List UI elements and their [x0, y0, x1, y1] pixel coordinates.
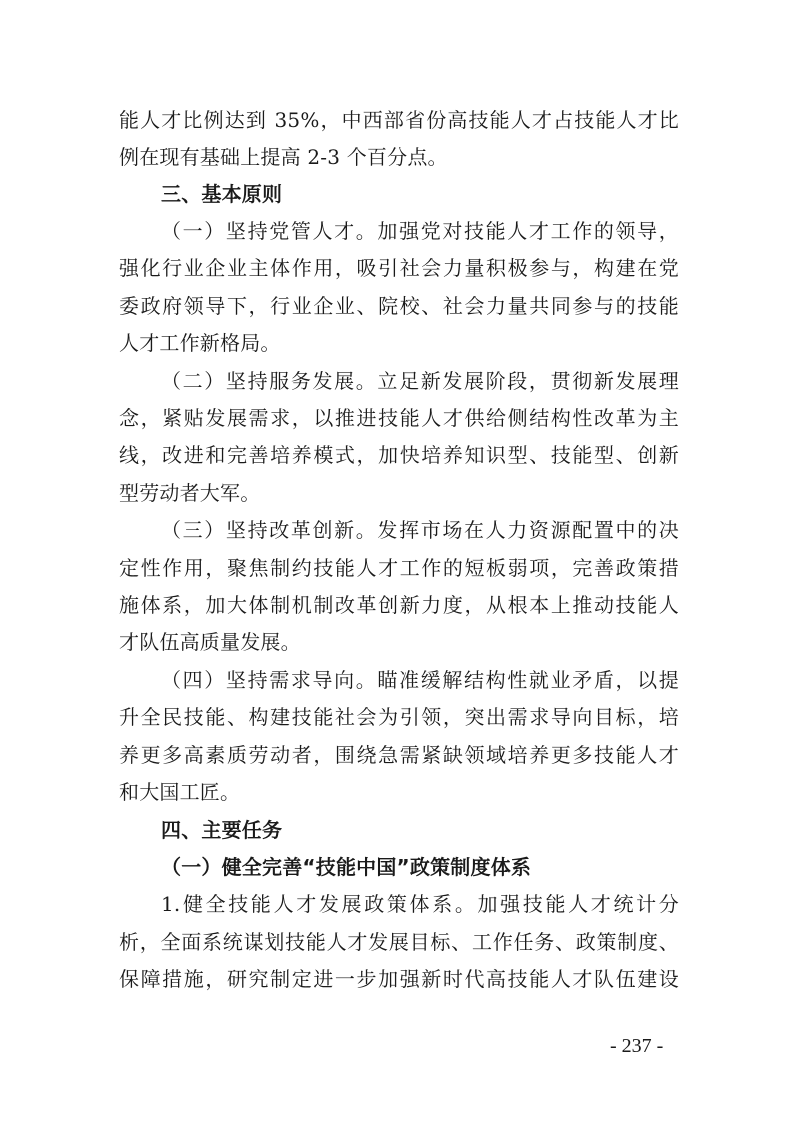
paragraph-lead: （三）坚持改革创新。发挥市场在人力资源配置中的决 [161, 518, 679, 542]
text-line: 例在现有基础上提高 2-3 个百分点。 [119, 145, 448, 169]
text-line: 养更多高素质劳动者，围绕急需紧缺领域培养更多技能人才 [119, 743, 679, 767]
text-line: 强化行业企业主体作用，吸引社会力量积极参与，构建在党 [119, 256, 679, 280]
paragraph-lead: 1.健全技能人才发展政策体系。加强技能人才统计分 [161, 892, 679, 916]
paragraph-lead: （四）坚持需求导向。瞄准缓解结构性就业矛盾，以提 [161, 668, 679, 692]
paragraph-lead: （二）坚持服务发展。立足新发展阶段，贯彻新发展理 [161, 369, 679, 393]
section-heading: 三、基本原则 [161, 182, 283, 206]
section-heading: 四、主要任务 [161, 818, 283, 842]
page-number: - 237 - [610, 1035, 664, 1057]
text-line: 人才工作新格局。 [119, 331, 281, 355]
text-line: 念，紧贴发展需求，以推进技能人才供给侧结构性改革为主 [119, 406, 679, 430]
text-line: 和大国工匠。 [119, 780, 241, 804]
subsection-heading: （一）健全完善“技能中国”政策制度体系 [161, 855, 532, 879]
text-line: 保障措施，研究制定进一步加强新时代高技能人才队伍建设 [119, 967, 679, 991]
text-line: 型劳动者大军。 [119, 481, 261, 505]
text-line: 定性作用，聚焦制约技能人才工作的短板弱项，完善政策措 [119, 556, 679, 580]
text-line: 才队伍高质量发展。 [119, 630, 301, 654]
text-line: 委政府领导下，行业企业、院校、社会力量共同参与的技能 [119, 294, 679, 318]
text-line: 升全民技能、构建技能社会为引领，突出需求导向目标，培 [119, 705, 679, 729]
text-line: 线，改进和完善培养模式，加快培养知识型、技能型、创新 [119, 443, 679, 467]
text-line: 能人才比例达到 35%，中西部省份高技能人才占技能人才比 [119, 108, 679, 132]
paragraph-lead: （一）坚持党管人才。加强党对技能人才工作的领导， [161, 219, 679, 243]
text-line: 析，全面系统谋划技能人才发展目标、工作任务、政策制度、 [119, 930, 679, 954]
text-line: 施体系，加大体制机制改革创新力度，从根本上推动技能人 [119, 593, 679, 617]
